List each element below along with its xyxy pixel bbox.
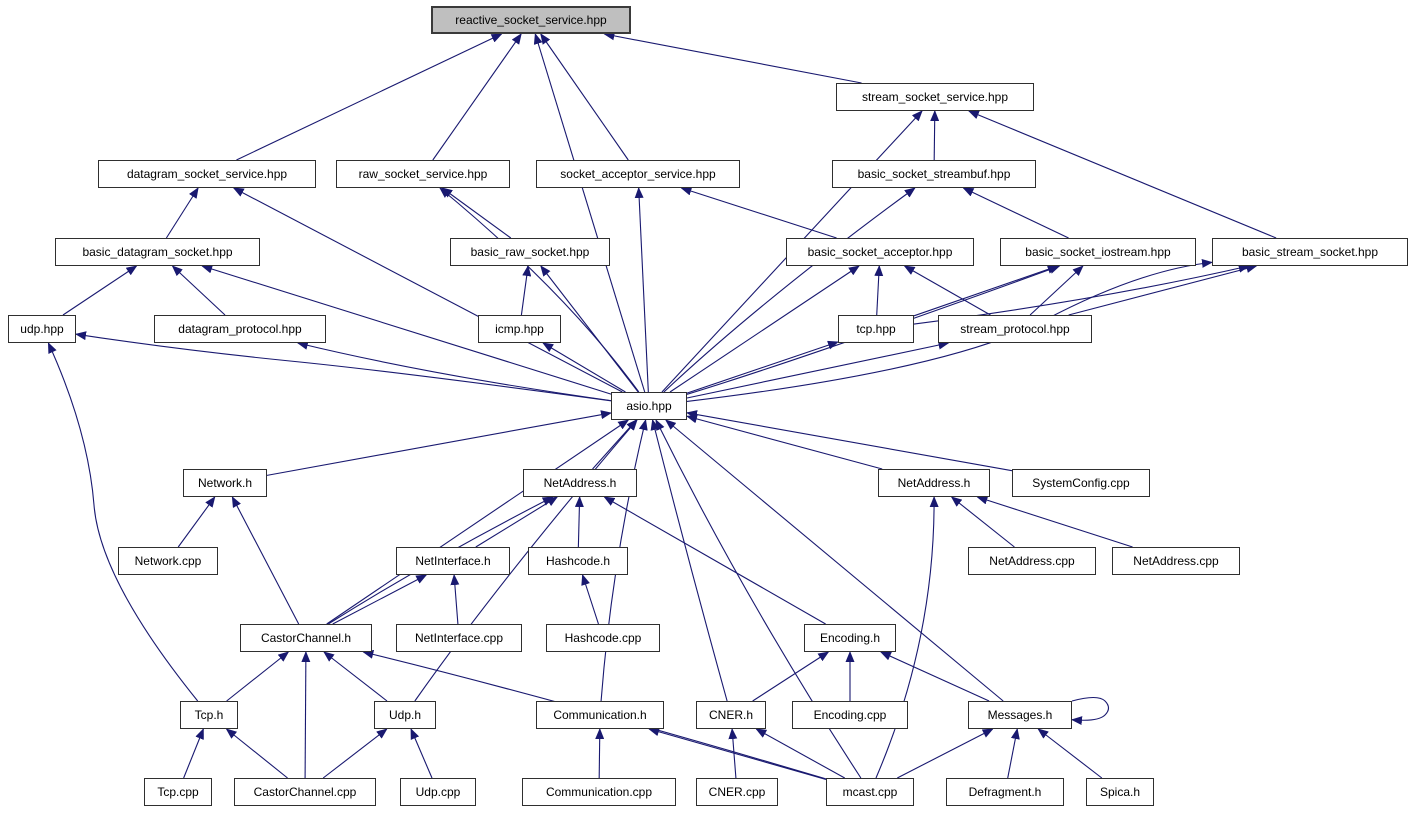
edge-network_cpp-to-network_h (178, 497, 215, 547)
edge-stream_protocol_hpp-to-basic_socket_acceptor_hpp (905, 266, 991, 315)
node-icmp_hpp[interactable]: icmp.hpp (478, 315, 561, 343)
node-raw_socket_service_hpp[interactable]: raw_socket_service.hpp (336, 160, 510, 188)
edge-communication_cpp-to-communication_h (599, 729, 600, 778)
edge-castorchannel_cpp-to-udp_h (323, 729, 387, 778)
node-reactive_socket_service_hpp: reactive_socket_service.hpp (431, 6, 631, 34)
edge-messages_h-to-messages_h (1072, 698, 1109, 721)
edge-basic_socket_streambuf_hpp-to-stream_socket_service_hpp (934, 111, 935, 160)
node-messages_h[interactable]: Messages.h (968, 701, 1072, 729)
edge-cner_h-to-encoding_h (753, 652, 829, 701)
edge-encoding_h-to-netaddress_h_left (604, 497, 825, 624)
node-basic_socket_iostream_hpp[interactable]: basic_socket_iostream.hpp (1000, 238, 1196, 266)
edge-asio_hpp-to-datagram_protocol_hpp (298, 343, 611, 401)
edge-hashcode_cpp-to-hashcode_h (583, 575, 599, 624)
edge-messages_h-to-encoding_h (881, 652, 989, 701)
node-systemconfig_cpp[interactable]: SystemConfig.cpp (1012, 469, 1150, 497)
node-encoding_cpp[interactable]: Encoding.cpp (792, 701, 908, 729)
node-mcast_cpp[interactable]: mcast.cpp (826, 778, 914, 806)
node-hashcode_h[interactable]: Hashcode.h (528, 547, 628, 575)
edge-basic_datagram_socket_hpp-to-datagram_socket_service_hpp (166, 188, 198, 238)
edge-systemconfig_cpp-to-asio_hpp (687, 413, 1012, 471)
node-cner_h[interactable]: CNER.h (696, 701, 766, 729)
edge-castorchannel_h-to-netinterface_h (333, 575, 427, 624)
edge-asio_hpp-to-raw_socket_service_hpp (440, 188, 639, 392)
edge-netaddress_cpp_1-to-netaddress_h_right (952, 497, 1015, 547)
edge-asio_hpp-to-socket_acceptor_service_hpp (639, 188, 649, 392)
node-basic_datagram_socket_hpp[interactable]: basic_datagram_socket.hpp (55, 238, 260, 266)
node-defragment_h[interactable]: Defragment.h (946, 778, 1064, 806)
edge-stream_protocol_hpp-to-basic_stream_socket_hpp (1069, 266, 1257, 315)
edge-netinterface_h-to-netaddress_h_left (476, 497, 557, 547)
edge-tcp_h-to-castorchannel_h (227, 652, 289, 701)
edge-udp_h-to-castorchannel_h (324, 652, 387, 701)
node-udp_hpp[interactable]: udp.hpp (8, 315, 76, 343)
node-basic_socket_acceptor_hpp[interactable]: basic_socket_acceptor.hpp (786, 238, 974, 266)
node-netinterface_cpp[interactable]: NetInterface.cpp (396, 624, 522, 652)
node-netaddress_h_right[interactable]: NetAddress.h (878, 469, 990, 497)
edge-mcast_cpp-to-communication_h (649, 729, 826, 779)
edge-tcp_cpp-to-tcp_h (184, 729, 204, 778)
edge-tcp_hpp-to-basic_socket_iostream_hpp (914, 266, 1058, 316)
edge-stream_socket_service_hpp-to-reactive_socket_service_hpp (604, 34, 861, 83)
edge-basic_raw_socket_hpp-to-raw_socket_service_hpp (442, 188, 511, 238)
edge-castorchannel_h-to-asio_hpp (327, 420, 629, 624)
edge-castorchannel_cpp-to-castorchannel_h (305, 652, 306, 778)
edge-tcp_hpp-to-basic_socket_acceptor_hpp (877, 266, 880, 315)
node-communication_cpp[interactable]: Communication.cpp (522, 778, 676, 806)
edge-tcp_h-to-udp_hpp (48, 343, 197, 701)
edge-datagram_socket_service_hpp-to-reactive_socket_service_hpp (236, 34, 501, 160)
node-basic_socket_streambuf_hpp[interactable]: basic_socket_streambuf.hpp (832, 160, 1036, 188)
node-castorchannel_cpp[interactable]: CastorChannel.cpp (234, 778, 376, 806)
edge-basic_socket_acceptor_hpp-to-socket_acceptor_service_hpp (681, 188, 836, 238)
node-basic_raw_socket_hpp[interactable]: basic_raw_socket.hpp (450, 238, 610, 266)
edge-basic_socket_iostream_hpp-to-basic_socket_streambuf_hpp (963, 188, 1068, 238)
node-basic_stream_socket_hpp[interactable]: basic_stream_socket.hpp (1212, 238, 1408, 266)
node-tcp_cpp[interactable]: Tcp.cpp (144, 778, 212, 806)
node-udp_h[interactable]: Udp.h (374, 701, 436, 729)
edge-defragment_h-to-messages_h (1008, 729, 1018, 778)
node-castorchannel_h[interactable]: CastorChannel.h (240, 624, 372, 652)
edge-castorchannel_h-to-network_h (232, 497, 298, 624)
node-asio_hpp[interactable]: asio.hpp (611, 392, 687, 420)
node-datagram_socket_service_hpp[interactable]: datagram_socket_service.hpp (98, 160, 316, 188)
node-tcp_hpp[interactable]: tcp.hpp (838, 315, 914, 343)
node-netaddress_h_left[interactable]: NetAddress.h (523, 469, 637, 497)
edge-datagram_protocol_hpp-to-basic_datagram_socket_hpp (173, 266, 226, 315)
edge-netaddress_h_left-to-asio_hpp (593, 420, 637, 469)
edge-netaddress_cpp_2-to-netaddress_h_right (977, 497, 1132, 547)
node-stream_protocol_hpp[interactable]: stream_protocol.hpp (938, 315, 1092, 343)
node-udp_cpp[interactable]: Udp.cpp (400, 778, 476, 806)
edge-asio_hpp-to-basic_socket_acceptor_hpp (670, 266, 859, 392)
edge-raw_socket_service_hpp-to-reactive_socket_service_hpp (433, 34, 521, 160)
edge-netinterface_cpp-to-netinterface_h (454, 575, 458, 624)
node-spica_h[interactable]: Spica.h (1086, 778, 1154, 806)
edge-udp_cpp-to-udp_h (411, 729, 432, 778)
node-netaddress_cpp_2[interactable]: NetAddress.cpp (1112, 547, 1240, 575)
node-communication_h[interactable]: Communication.h (536, 701, 664, 729)
node-stream_socket_service_hpp[interactable]: stream_socket_service.hpp (836, 83, 1034, 111)
node-datagram_protocol_hpp[interactable]: datagram_protocol.hpp (154, 315, 326, 343)
edge-messages_h-to-asio_hpp (666, 420, 1003, 701)
edge-mcast_cpp-to-messages_h (897, 729, 992, 778)
edge-hashcode_h-to-netaddress_h_left (578, 497, 579, 547)
edge-asio_hpp-to-icmp_hpp (543, 343, 625, 392)
edge-castorchannel_cpp-to-tcp_h (226, 729, 287, 778)
node-netinterface_h[interactable]: NetInterface.h (396, 547, 510, 575)
node-netaddress_cpp_1[interactable]: NetAddress.cpp (968, 547, 1096, 575)
edge-mcast_cpp-to-cner_h (756, 729, 844, 778)
edge-icmp_hpp-to-basic_raw_socket_hpp (521, 266, 528, 315)
node-cner_cpp[interactable]: CNER.cpp (696, 778, 778, 806)
node-tcp_h[interactable]: Tcp.h (180, 701, 238, 729)
node-hashcode_cpp[interactable]: Hashcode.cpp (546, 624, 660, 652)
edge-socket_acceptor_service_hpp-to-reactive_socket_service_hpp (541, 34, 629, 160)
edge-udp_hpp-to-basic_datagram_socket_hpp (63, 266, 137, 315)
node-network_cpp[interactable]: Network.cpp (118, 547, 218, 575)
node-encoding_h[interactable]: Encoding.h (804, 624, 896, 652)
edge-spica_h-to-messages_h (1038, 729, 1102, 778)
node-network_h[interactable]: Network.h (183, 469, 267, 497)
node-socket_acceptor_service_hpp[interactable]: socket_acceptor_service.hpp (536, 160, 740, 188)
edge-asio_hpp-to-tcp_hpp (687, 342, 838, 393)
